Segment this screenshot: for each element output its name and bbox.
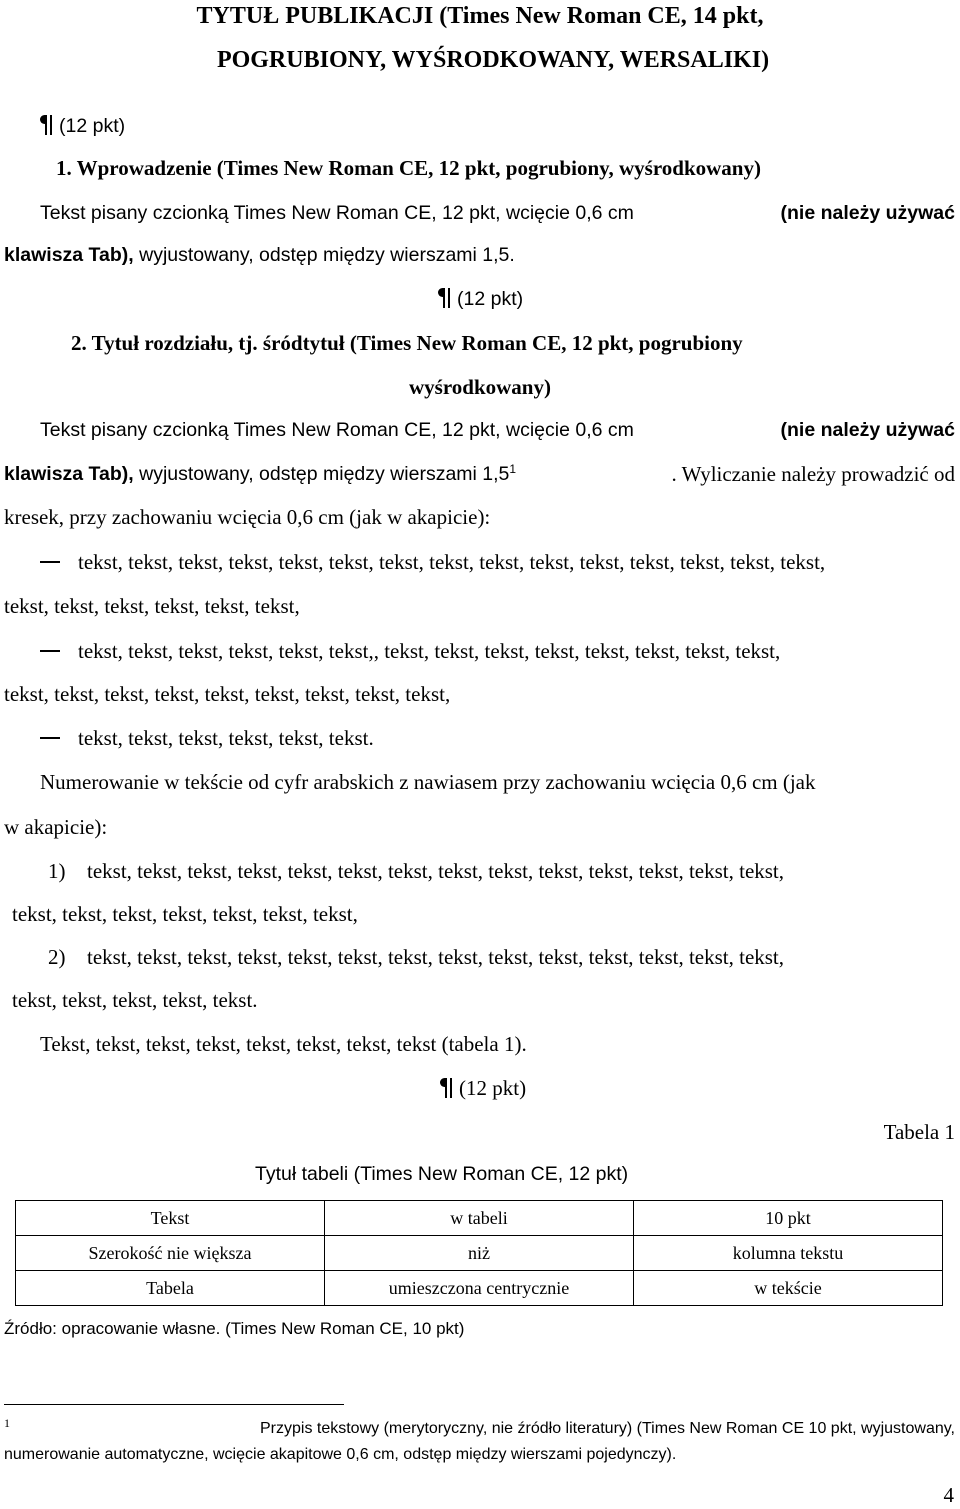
table-cell: Szerokość nie większa [16, 1236, 325, 1271]
table-cell: umieszczona centrycznie [325, 1271, 634, 1306]
footnote-ref[interactable]: 1 [509, 462, 517, 476]
list-dash [40, 561, 60, 563]
numbering-intro-line2: w akapicie): [4, 815, 108, 839]
table-cell: niż [325, 1236, 634, 1271]
table-source: Źródło: opracowanie własne. (Times New Roman CE, 10 pkt) [4, 1319, 465, 1338]
section2-para-line1: Tekst pisany czcionką Times New Roman CE, 12 pkt, wcięcie 0,6 cm (nie należy używać [40, 419, 955, 441]
list-dash [40, 650, 60, 652]
section2-para-line2: klawisza Tab), wyjustowany, odstęp między wierszami $1,5^1$ . Wyliczanie należy prowadzić od [4, 462, 955, 486]
table-row [16, 1271, 943, 1306]
table-cell: w tekście [634, 1271, 943, 1306]
num1-line1: tekst, tekst, tekst, tekst, tekst, tekst, tekst, tekst, tekst, tekst, tekst, tekst, tekst, tekst, [87, 859, 785, 883]
footnote-separator [4, 1404, 344, 1405]
footnote-marker: 1 [4, 1416, 10, 1430]
pilcrow-icon [438, 288, 451, 308]
doc-title-line2: POGRUBIONY, WYŚRODKOWANY, WERSALIKI) [216, 47, 770, 73]
table-number: Tabela 1 [883, 1120, 955, 1144]
page-number: 4 [943, 1483, 954, 1507]
num2-label: 2) [48, 945, 66, 969]
table-row [16, 1201, 943, 1236]
section2-heading-line2: wyśrodkowany) [409, 375, 551, 399]
table-cell: Tabela [16, 1271, 325, 1306]
list-dash [40, 737, 60, 739]
section2-para-line3: kresek, przy zachowaniu wcięcia 0,6 cm (jak w akapicie): [4, 505, 491, 529]
spacer-marker: (12 pkt) [438, 285, 523, 313]
spacer-marker: (12 pkt) [440, 1074, 526, 1102]
section1-para-line2: klawisza Tab), wyjustowany, odstęp między wierszami 1,5. [4, 244, 515, 266]
table-cell: w tabeli [325, 1201, 634, 1236]
bullet2-line2: tekst, tekst, tekst, tekst, tekst, tekst, tekst, tekst, tekst, [4, 682, 451, 706]
bullet3-line1: tekst, tekst, tekst, tekst, tekst, tekst. [78, 726, 374, 750]
num1-label: 1) [48, 859, 66, 883]
pilcrow-icon [40, 115, 53, 135]
closing-sentence: Tekst, tekst, tekst, tekst, tekst, tekst, tekst, tekst (tabela 1). [40, 1032, 527, 1056]
num1-line2: tekst, tekst, tekst, tekst, tekst, tekst, tekst, [12, 902, 358, 926]
section1-para-line1: Tekst pisany czcionką Times New Roman CE, 12 pkt, wcięcie 0,6 cm (nie należy używać [40, 202, 955, 224]
bullet2-line1: tekst, tekst, tekst, tekst, tekst, tekst,, tekst, tekst, tekst, tekst, tekst, tekst, tekst, tekst, [78, 639, 781, 663]
pilcrow-icon [440, 1078, 453, 1098]
footnote-line2: numerowanie automatyczne, wcięcie akapitowe 0,6 cm, odstęp między wierszami pojedynczy). [4, 1446, 677, 1463]
doc-title-line1: TYTUŁ PUBLIKACJI (Times New Roman CE, 14 pkt, [196, 3, 764, 29]
spacer-marker: (12 pkt) [40, 112, 125, 140]
table-cell: 10 pkt [634, 1201, 943, 1236]
data-table [15, 1200, 943, 1306]
section1-heading: 1. Wprowadzenie (Times New Roman CE, 12 pkt, pogrubiony, wyśrodkowany) [56, 156, 761, 180]
bullet1-line2: tekst, tekst, tekst, tekst, tekst, tekst, [4, 594, 300, 618]
table-row [16, 1236, 943, 1271]
table-cell: kolumna tekstu [634, 1236, 943, 1271]
footnote-line1: $^1$ Przypis tekstowy (merytoryczny, nie źródło literatury) (Times New Roman CE 10 pkt, wyjustowany, [4, 1416, 955, 1437]
num2-line2: tekst, tekst, tekst, tekst, tekst. [12, 988, 258, 1012]
bullet1-line1: tekst, tekst, tekst, tekst, tekst, tekst, tekst, tekst, tekst, tekst, tekst, tekst, tekst, tekst, tekst, [78, 550, 826, 574]
num2-line1: tekst, tekst, tekst, tekst, tekst, tekst, tekst, tekst, tekst, tekst, tekst, tekst, tekst, tekst, [87, 945, 785, 969]
numbering-intro-line1: Numerowanie w tekście od cyfr arabskich z nawiasem przy zachowaniu wcięcia 0,6 cm (jak [40, 770, 816, 794]
table-cell: Tekst [16, 1201, 325, 1236]
table-title: Tytuł tabeli (Times New Roman CE, 12 pkt) [255, 1163, 629, 1185]
section2-heading-line1: 2. Tytuł rozdziału, tj. śródtytuł (Times New Roman CE, 12 pkt, pogrubiony [71, 331, 743, 355]
